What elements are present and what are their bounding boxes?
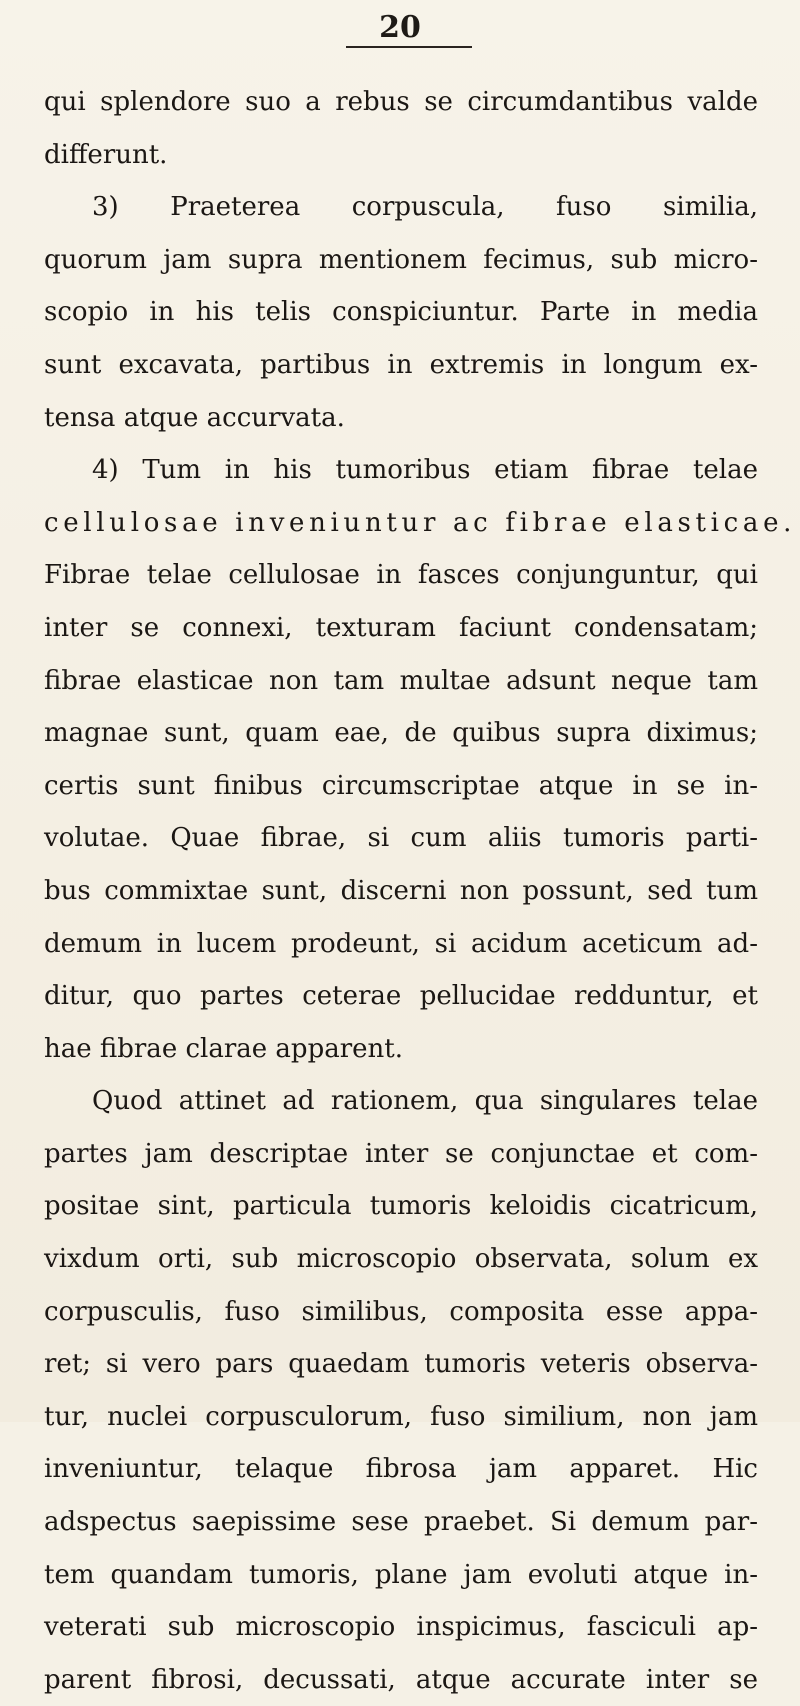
text-line: sunt excavata, partibus in extremis in longum ex- [44,349,758,380]
text-line: veterati sub microscopio inspicimus, fasciculi ap- [44,1612,758,1643]
text-line: magnae sunt, quam eae, de quibus supra diximus; [44,718,758,749]
text-line: ditur, quo partes ceterae pellucidae redduntur, et [44,981,758,1012]
text-line: certis sunt finibus circumscriptae atque in se in- [44,770,758,801]
text-line: qui splendore suo a rebus se circumdantibus valde [44,87,758,117]
text-line: Fibrae telae cellulosae in fasces conjunguntur, qui [44,560,758,591]
text-line: ret; si vero pars quaedam tumoris veteris observa- [44,1349,758,1380]
text-line: quorum jam supra mentionem fecimus, sub micro- [44,244,758,275]
text-line: Quod attinet ad rationem, qua singulares telae [92,1086,758,1117]
text-line: partes jam descriptae inter se conjunctae et com- [44,1138,758,1169]
text-line: bus commixtae sunt, discerni non possunt, sed tum [44,875,758,906]
text-line: adspectus saepissime sese praebet. Si demum par- [44,1507,758,1538]
text-line: hae fibrae clarae apparent. [44,1033,403,1064]
text-line: inveniuntur, telaque fibrosa jam apparet. Hic [44,1454,758,1485]
text-line: demum in lucem prodeunt, si acidum aceticum ad- [44,928,758,959]
text-line: 3) Praeterea corpuscula, fuso similia, [92,192,758,223]
text-line: vixdum orti, sub microscopio observata, solum ex [44,1244,758,1275]
body-text [44,76,797,1706]
text-line: fibrae elasticae non tam multae adsunt neque tam [44,665,758,696]
text-line: scopio in his telis conspiciuntur. Parte in media [44,297,758,328]
text-line: 4) Tum in his tumoribus etiam fibrae telae [92,455,758,486]
text-line: tur, nuclei corpusculorum, fuso similium, non jam [44,1401,758,1432]
text-line: corpusculis, fuso similibus, composita esse appa- [44,1296,758,1327]
text-line: positae sint, particula tumoris keloidis cicatricum, [44,1191,758,1222]
text-line: parent fibrosi, decussati, atque accurate inter se [44,1664,758,1695]
text-line: inter se connexi, texturam faciunt condensatam; [44,612,758,643]
header-rule [346,46,472,48]
text-line: differunt. [44,139,168,170]
page-number: 20 [379,10,421,45]
text-line: tensa atque accurvata. [44,402,345,433]
text-line: tem quandam tumoris, plane jam evoluti atque in- [44,1559,758,1590]
text-line: volutae. Quae fibrae, si cum aliis tumoris parti- [44,823,758,854]
text-line: cellulosae inveniuntur ac fibrae elasticae. [44,507,797,538]
